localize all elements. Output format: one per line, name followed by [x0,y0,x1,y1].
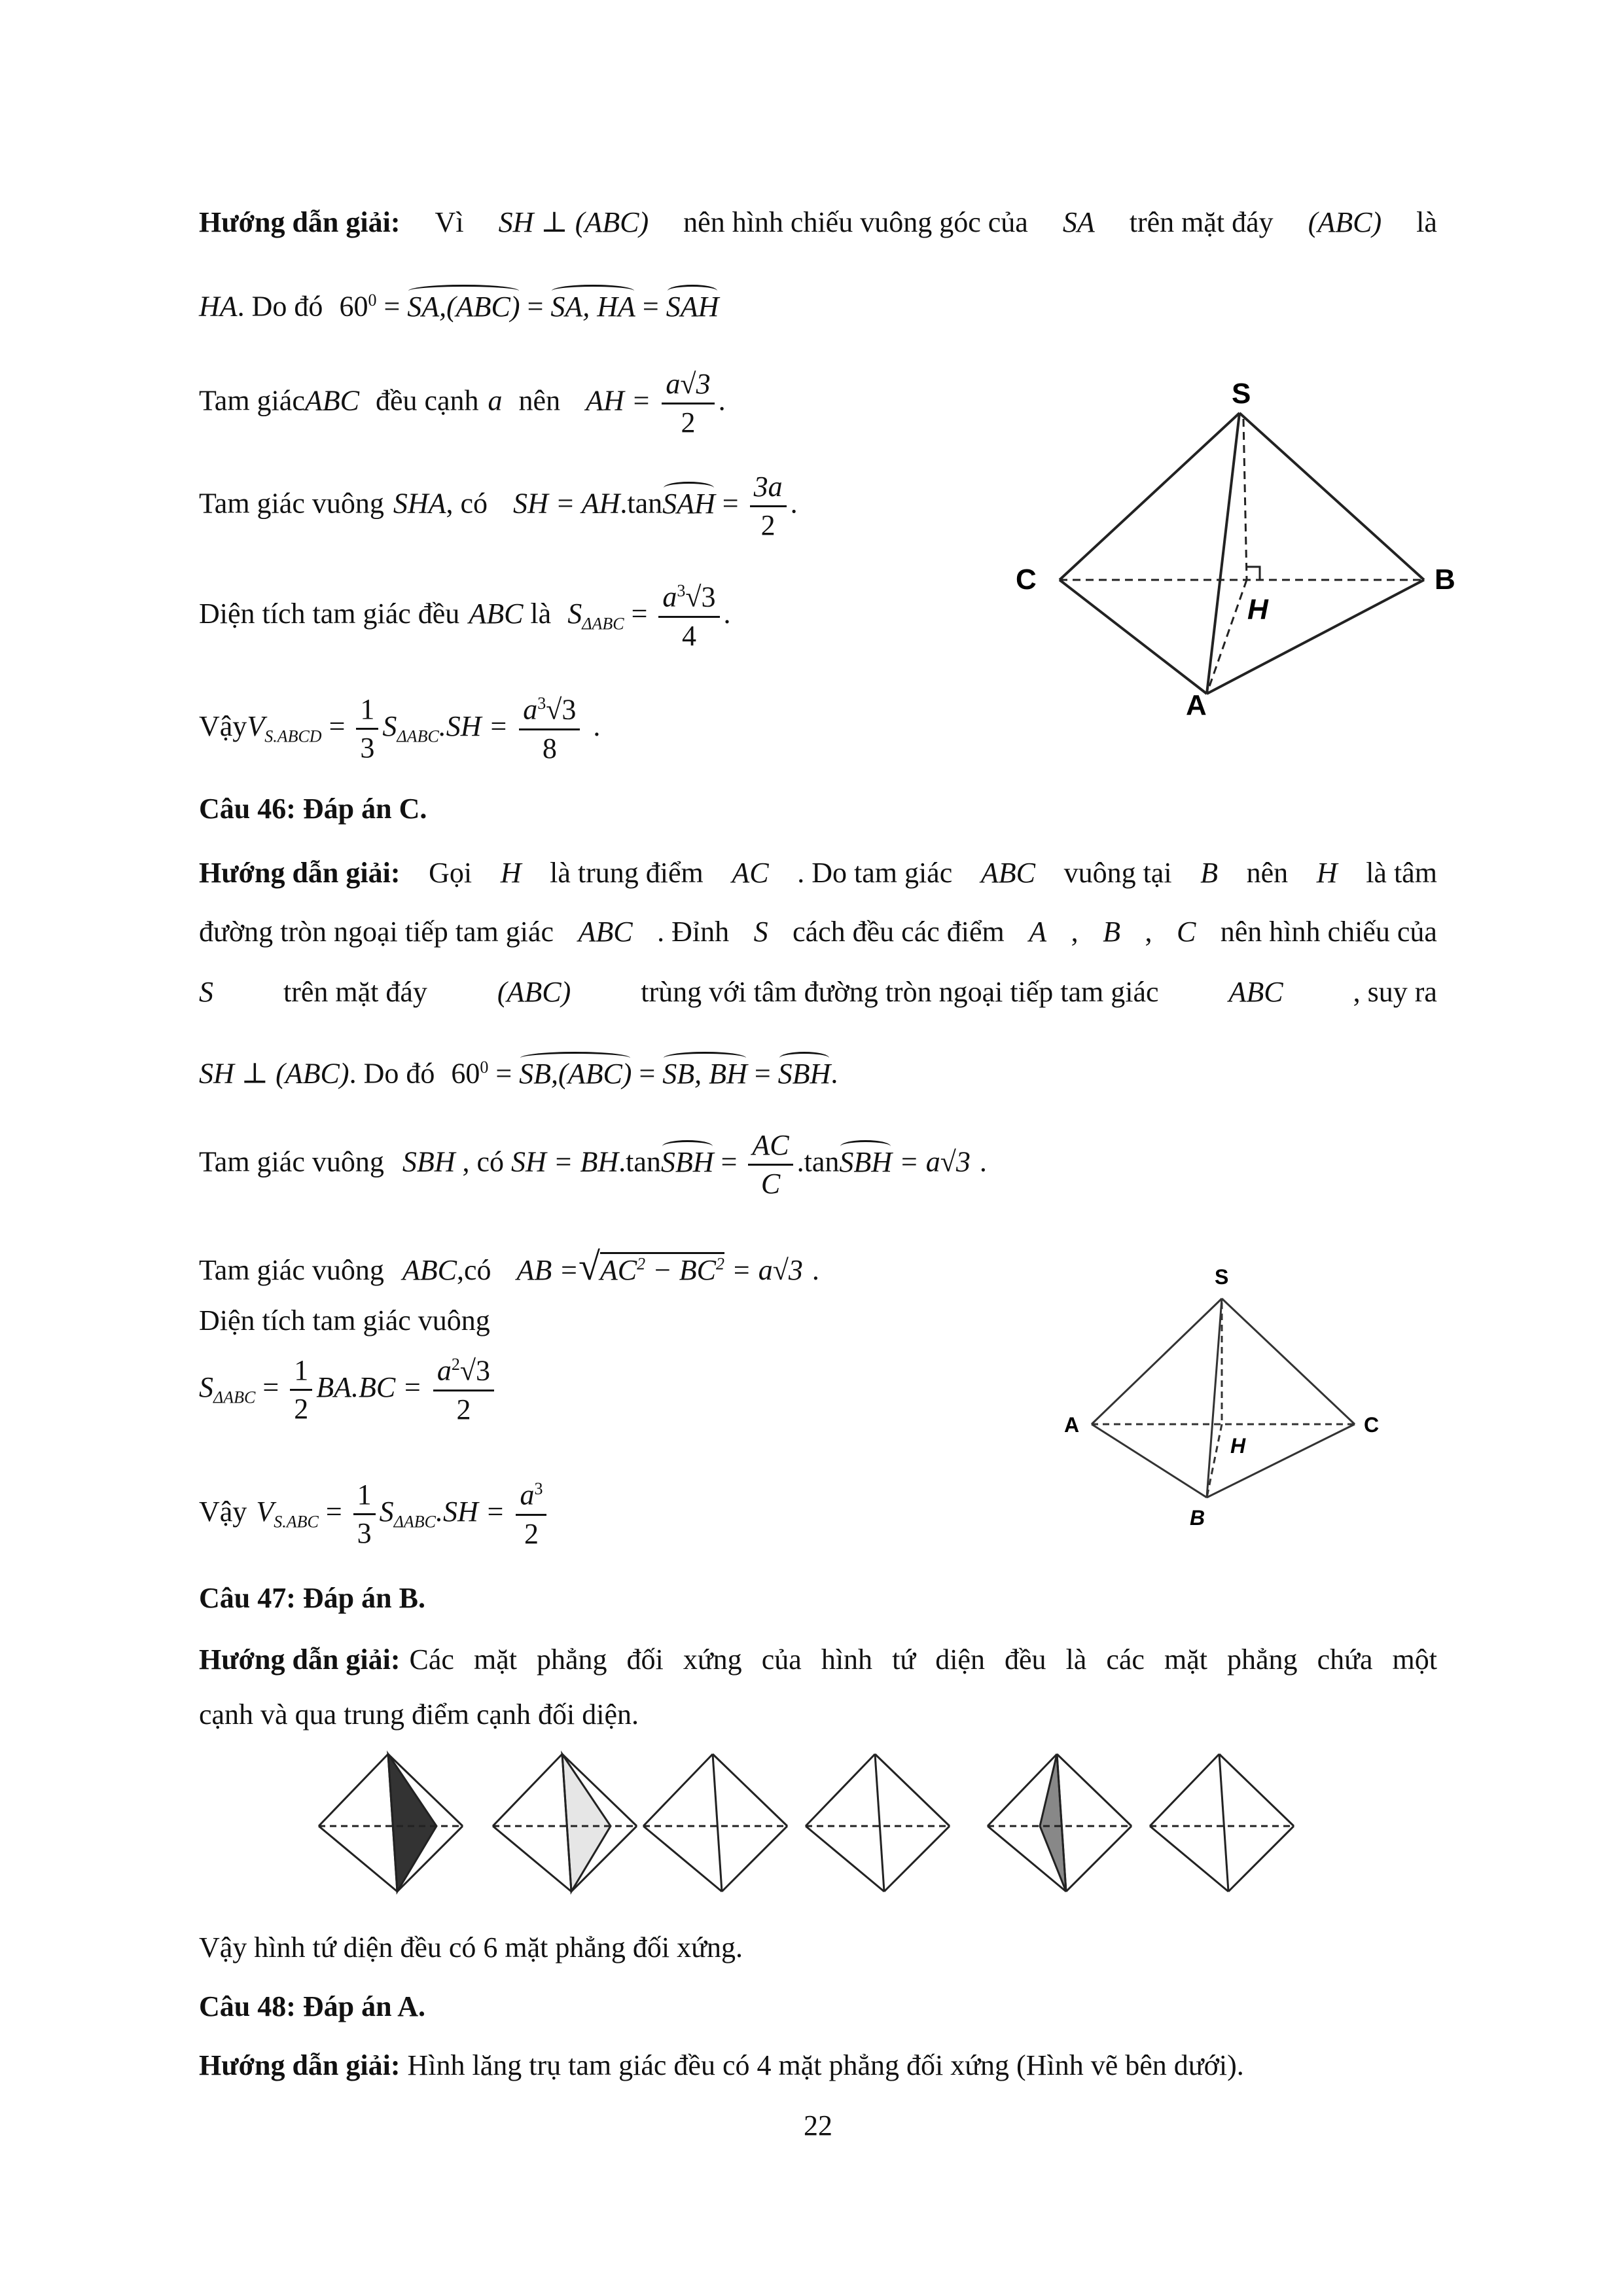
text: . Do tam giác [797,857,953,889]
math: = [632,1057,663,1090]
tetrahedron-4 [806,1754,950,1892]
edge [875,1754,950,1826]
math: AC [732,857,769,889]
text: .tan [796,1145,840,1178]
edge-CB [1207,1424,1355,1498]
text: Tam giác vuông [199,1145,384,1178]
edge [643,1826,722,1892]
math: B [1103,916,1120,948]
math-exponent: 2 [637,1254,646,1274]
denominator: 3 [357,1517,372,1550]
edge [1057,1754,1132,1826]
math-exponent: 2 [451,1355,460,1374]
height-SH [1243,419,1247,580]
denominator: 2 [681,406,696,439]
denominator: 4 [681,619,696,652]
edge [713,1754,787,1826]
text: trên mặt đáy [1129,206,1274,238]
math: S [753,916,768,948]
math: − BC [645,1254,717,1286]
edge [806,1826,884,1892]
label-H: H [1230,1434,1246,1458]
math: ABC [578,916,633,948]
math: AH = [586,384,651,417]
text: nên hình chiếu vuông góc của [683,206,1028,238]
angle: SA, HA [550,290,635,323]
edge [1150,1754,1219,1826]
text: , [1071,916,1079,948]
text: . Đỉnh [657,916,730,948]
numerator: 1 [290,1356,312,1391]
numerator: a√3 [662,370,714,404]
text: trên mặt đáy [283,976,427,1008]
text: . Do đó [349,1057,435,1090]
math: C [1176,916,1196,948]
numerator: AC [748,1131,793,1166]
math: = a√3 [732,1254,803,1286]
math: = [721,1145,738,1178]
text: , [1145,916,1152,948]
denominator: 2 [524,1517,539,1550]
edge [319,1826,397,1892]
math: = [635,290,666,323]
math: = [520,290,551,323]
tetrahedron-6 [1150,1754,1294,1892]
math: = [747,1057,778,1090]
edge [1219,1754,1294,1826]
math: S [199,976,213,1008]
text: nên hình chiếu của [1220,916,1437,948]
math: (ABC) [497,976,571,1008]
math: .SH = [438,709,508,742]
angle: SB,(ABC) [519,1057,632,1090]
math: = [631,597,648,630]
edge [493,1754,562,1826]
text: đều cạnh [375,384,479,417]
math: a [437,1354,452,1387]
angle: SBH [777,1057,831,1090]
text: trùng với tâm đường tròn ngoại tiếp tam giác [641,976,1159,1008]
math: √3 [546,693,577,726]
edge-SB [1240,413,1424,580]
tetrahedron-1 [319,1754,463,1892]
angle: SB, BH [662,1057,747,1090]
edge [319,1754,388,1826]
edge [643,1754,713,1826]
math: BA.BC = [316,1371,422,1403]
text: Các mặt phẳng đối xứng của hình tứ diện đều là các mặt phẳng chứa một [409,1643,1437,1676]
label-H: H [1247,594,1268,626]
math: HA [199,290,238,323]
math-exponent: 2 [716,1254,725,1274]
denominator: C [760,1168,781,1200]
edge [713,1754,722,1892]
text: . [723,597,731,630]
edge-SC [1222,1299,1355,1424]
text: Tam giác vuông [199,1254,384,1286]
label-B: B [1435,564,1455,596]
math: .SH = [436,1495,505,1528]
edge [1150,1826,1228,1892]
text: , suy ra [1353,976,1437,1008]
text: là trung điểm [550,857,704,889]
edge [493,1826,571,1892]
text: . [593,709,601,742]
math-exponent: 0 [480,1058,489,1077]
math: = [495,1057,520,1090]
math: a [520,1479,535,1511]
text: Vậy [199,1495,247,1528]
angle: SA,(ABC) [407,290,520,323]
math: SH = AH [513,487,620,520]
tetrahedron-2 [493,1754,637,1892]
sqrt-sign: √ [578,1245,600,1288]
math: SH ⊥ (ABC) [199,1057,349,1090]
edge [875,1754,884,1892]
math-subscript: ΔABC [213,1388,256,1407]
right-angle-mark [1247,567,1260,580]
text: .tan [620,487,663,520]
pyramid-figure-1 [1060,413,1424,694]
text: Tam giác [199,384,305,417]
text: Vì [435,206,464,238]
edge-SC [1060,413,1240,580]
s48-title: Câu 48: Đáp án A. [199,1990,425,2022]
math: S [567,597,582,630]
label-A: A [1186,689,1207,721]
text: là [530,597,552,630]
label-A: A [1064,1413,1080,1437]
math: ABC [980,857,1035,889]
text: , có [462,1145,505,1178]
angle: SAH [666,290,719,323]
math-exponent: 3 [677,581,686,600]
math-exponent: 3 [534,1479,543,1498]
text: nên [518,384,561,417]
text: cách đều các điểm [793,916,1005,948]
math-subscript: ΔABC [582,614,624,634]
pyramid-figure-2 [1092,1299,1355,1498]
edge [722,1826,787,1892]
symmetry-planes-figure [319,1754,1294,1892]
math: SBH [402,1145,455,1178]
numerator: 1 [356,695,378,730]
math: 60 [451,1057,480,1090]
denominator: 8 [542,732,557,764]
math-subscript: S.ABC [274,1512,319,1532]
text: nên [1246,857,1289,889]
math: H [500,857,522,889]
text: . [830,1057,838,1090]
edge [1066,1826,1132,1892]
angle: SBH [660,1145,714,1178]
s47-line-2: cạnh và qua trung điểm cạnh đối diện. [199,1698,639,1731]
s47-conclusion: Vậy hình tứ diện đều có 6 mặt phẳng đối xứng. [199,1931,743,1964]
math-subscript: S.ABCD [264,726,322,746]
angle: SBH [839,1145,893,1178]
math: V [247,709,265,742]
s46-title: Câu 46: Đáp án C. [199,793,427,825]
math: SH ⊥ (ABC) [498,206,649,238]
math: = [262,1371,279,1403]
math-exponent: 0 [368,291,377,310]
edge-SB [1207,1299,1222,1498]
text: Hình lăng trụ tam giác đều có 4 mặt phẳng đối xứng (Hình vẽ bên dưới). [407,2049,1244,2081]
text: vuông tại [1063,857,1172,889]
text: là tâm [1366,857,1437,889]
math: = a√3 [899,1145,971,1178]
solution-heading: Hướng dẫn giải: [199,2049,401,2081]
text: ,có [456,1254,491,1286]
edge [1219,1754,1228,1892]
edge [806,1754,875,1826]
math: = [722,487,739,520]
text: , có [446,487,488,520]
math: 60 [339,290,368,323]
math: V [256,1495,274,1528]
text: . [790,487,798,520]
numerator: 1 [353,1480,376,1515]
math: S [199,1371,213,1403]
math: (ABC) [1308,206,1382,238]
math: SH = BH [511,1145,619,1178]
math: ABC [1228,976,1283,1008]
text: đường tròn ngoại tiếp tam giác [199,916,554,948]
math: SA [1062,206,1095,238]
numerator: 3a [750,473,787,507]
edge-SA [1092,1299,1222,1424]
text: Gọi [429,857,473,889]
angle: SAH [662,487,715,520]
text: Vậy [199,709,247,742]
math: S [382,709,397,742]
denominator: 3 [360,732,375,764]
math: a [662,581,677,613]
edge-BA [1207,580,1424,694]
math: ABC [304,384,359,417]
math: SHA [393,487,446,520]
edge-AB [1092,1424,1207,1498]
math-exponent: 3 [537,694,546,713]
edge-SA [1207,413,1240,694]
text: . Do đó [237,290,323,323]
denominator: 2 [456,1393,471,1426]
text: . [979,1145,987,1178]
math: S [379,1495,394,1528]
math: ABC [402,1254,457,1286]
math: ABC [469,597,524,630]
edge [884,1826,950,1892]
math: √3 [685,581,716,613]
math: = [325,1495,342,1528]
math: H [1316,857,1338,889]
math: B [1200,857,1219,889]
math: A [1029,916,1047,948]
math: AB = [516,1254,579,1286]
s47-title: Câu 47: Đáp án B. [199,1582,425,1614]
label-C: C [1016,564,1037,596]
denominator: 2 [294,1393,309,1426]
math-subscript: ΔABC [393,1512,437,1532]
solution-heading: Hướng dẫn giải: [199,206,401,238]
text: . [812,1254,819,1286]
solution-heading: Hướng dẫn giải: [199,857,401,889]
page-number: 22 [804,2109,832,2142]
solution-heading: Hướng dẫn giải: [199,1643,401,1676]
math: AC [599,1254,637,1286]
tetrahedron-3 [643,1754,787,1892]
label-B: B [1190,1506,1205,1530]
label-S: S [1215,1265,1229,1289]
text: là [1416,206,1437,238]
edge [1228,1826,1294,1892]
text: Tam giác vuông [199,487,384,520]
math: √3 [459,1354,491,1387]
label-S: S [1232,378,1251,410]
tetrahedron-5 [988,1754,1132,1892]
label-C: C [1364,1413,1380,1437]
math: a [488,384,503,417]
text: .tan [618,1145,661,1178]
math: = [383,290,408,323]
s46-line-7: Diện tích tam giác vuông [199,1304,490,1336]
denominator: 2 [760,509,776,541]
edge-CA [1060,580,1207,694]
math: = [329,709,346,742]
text: Diện tích tam giác đều [199,597,460,630]
math: a [523,693,538,726]
text: . [718,384,726,417]
math-subscript: ΔABC [397,726,439,746]
